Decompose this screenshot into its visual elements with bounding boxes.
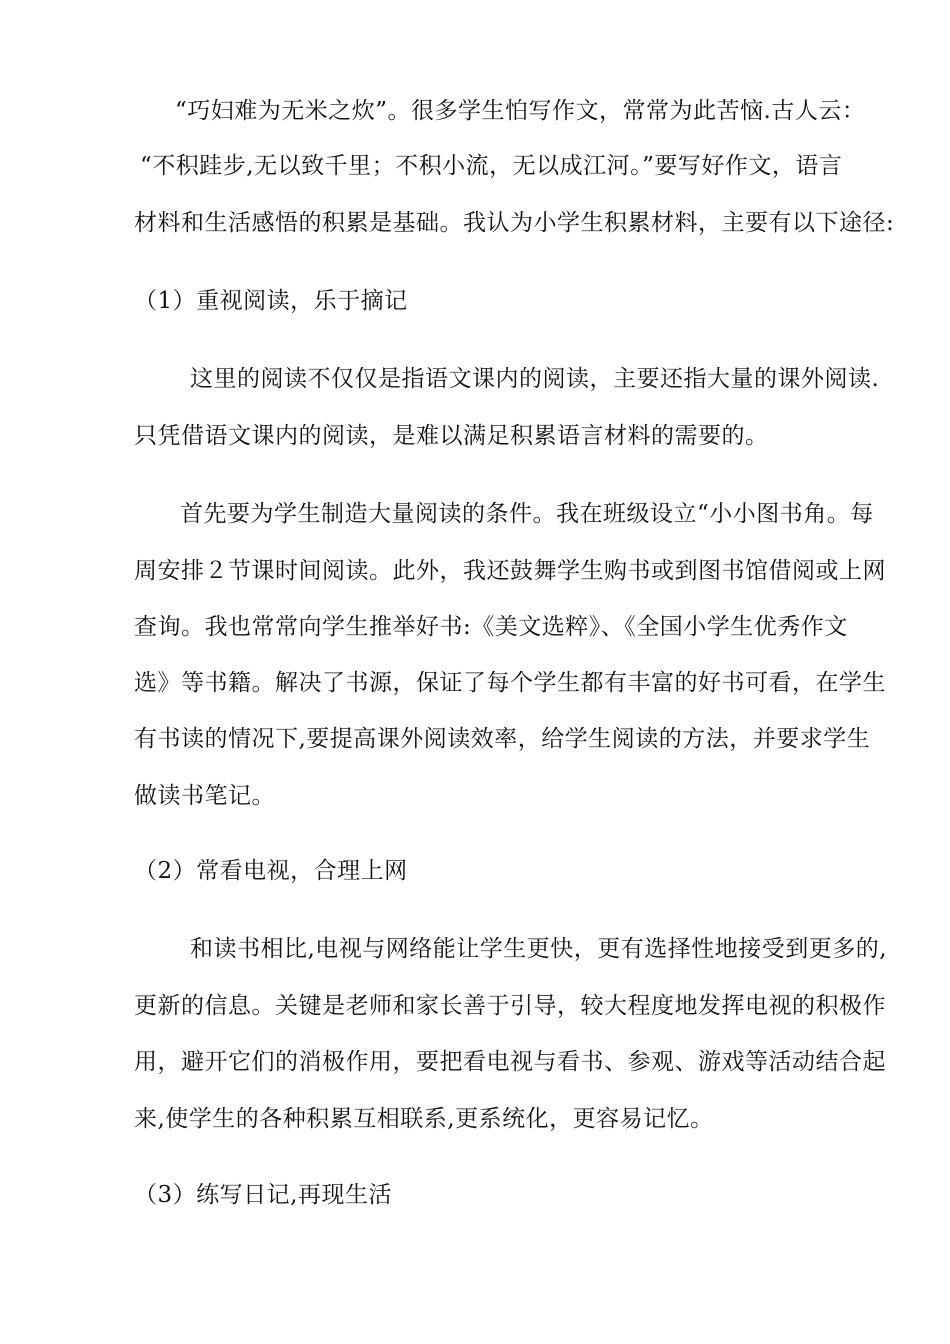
section-1-heading: （1）重视阅读，乐于摘记	[134, 288, 408, 314]
section-1-para-2-line-5: 有书读的情况下,要提高课外阅读效率，给学生阅读的方法，并要求学生	[134, 726, 871, 752]
section-1-para-2-line-6: 做读书笔记。	[134, 783, 275, 809]
section-3-heading: （3）练写日记,再现生活	[134, 1182, 392, 1208]
section-1-para-1-line-2: 只凭借语文课内的阅读，是难以满足积累语言材料的需要的。	[134, 423, 769, 449]
section-1-para-2-line-1: 首先要为学生制造大量阅读的条件。我在班级设立“小小图书角。每	[180, 501, 874, 527]
intro-line-3: 材料和生活感悟的积累是基础。我认为小学生积累材料，主要有以下途径:	[134, 210, 895, 236]
section-2-para-line-2: 更新的信息。关键是老师和家长善于引导，较大程度地发挥电视的积极作	[134, 993, 886, 1019]
section-2-para-line-4: 来,使学生的各种积累互相联系,更系统化，更容易记忆。	[134, 1106, 714, 1132]
section-2-heading: （2）常看电视，合理上网	[134, 858, 408, 884]
section-1-para-2-line-4: 选》等书籍。解决了书源，保证了每个学生都有丰富的好书可看，在学生	[134, 670, 886, 696]
section-1-para-1-line-1: 这里的阅读不仅仅是指语文课内的阅读，主要还指大量的课外阅读.	[190, 366, 880, 392]
section-1-para-2-line-2: 周安排２节课时间阅读。此外，我还鼓舞学生购书或到图书馆借阅或上网	[134, 558, 886, 584]
intro-line-1: “巧妇难为无米之炊”。很多学生怕写作文，常常为此苦恼.古人云：	[175, 98, 866, 124]
intro-line-2: “不积跬步,无以致千里；不积小流，无以成江河。”要写好作文，语言	[140, 153, 843, 179]
section-2-para-line-3: 用，避开它们的消极作用，要把看电视与看书、参观、游戏等活动结合起	[134, 1049, 886, 1075]
section-2-para-line-1: 和读书相比,电视与网络能让学生更快，更有选择性地接受到更多的,	[190, 936, 888, 962]
section-1-para-2-line-3: 查询。我也常常向学生推举好书:《美文选粹》、《全国小学生优秀作文	[134, 614, 848, 640]
